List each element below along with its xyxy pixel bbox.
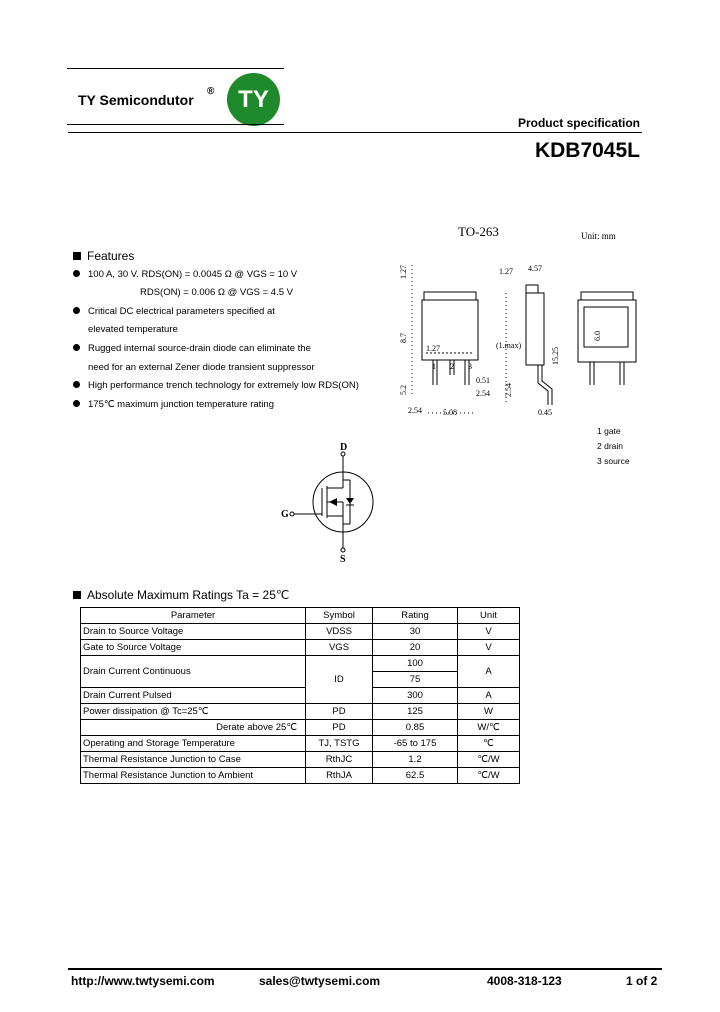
symbol-cell: RthJC	[306, 752, 373, 768]
rating-cell: 125	[373, 704, 458, 720]
dim-label: 1.27	[399, 265, 408, 279]
ratings-heading	[73, 588, 289, 602]
table-row	[81, 736, 520, 752]
part-number: KDB7045L	[534, 139, 640, 162]
gate-label: G	[281, 509, 289, 520]
mosfet-symbol-icon	[280, 440, 390, 565]
param-cell: Thermal Resistance Junction to Case	[81, 752, 306, 768]
rating-cell: 20	[373, 640, 458, 656]
symbol-cell: VGS	[306, 640, 373, 656]
square-bullet-icon	[73, 252, 81, 260]
unit-cell: ℃	[458, 736, 520, 752]
rating-cell: 75	[373, 672, 458, 688]
pin-number: 3	[468, 362, 472, 371]
feature-item-continuation: RDS(ON) = 0.006 Ω @ VGS = 4.5 V	[140, 287, 293, 298]
features-title: Features	[87, 249, 135, 263]
dim-label: (1.max)	[496, 341, 522, 350]
feature-item	[73, 343, 311, 354]
dim-label: 15.25	[551, 347, 560, 365]
pin-label-gate: 1 gate	[597, 426, 621, 436]
dim-label: 0.51	[476, 376, 490, 385]
unit-cell: ℃/W	[458, 768, 520, 784]
param-cell: Derate above 25℃	[81, 720, 306, 736]
symbol-cell: RthJA	[306, 768, 373, 784]
rating-cell: 30	[373, 624, 458, 640]
unit-cell: ℃/W	[458, 752, 520, 768]
table-header-row	[81, 608, 520, 624]
header-rule-bottom	[67, 124, 284, 125]
table-row	[81, 688, 520, 704]
dim-label: 2.54	[504, 383, 513, 397]
rating-cell: 0.85	[373, 720, 458, 736]
rating-cell: 300	[373, 688, 458, 704]
dim-label: 2.54	[476, 389, 490, 398]
feature-item-continuation: elevated temperature	[88, 324, 178, 335]
table-row	[81, 720, 520, 736]
table-row	[81, 768, 520, 784]
feature-item	[73, 306, 275, 317]
source-label: S	[340, 554, 346, 565]
dim-label: 4.57	[528, 264, 542, 273]
pin-number: 1	[432, 362, 436, 371]
header-divider	[68, 132, 642, 133]
footer-email-link[interactable]: sales@twtysemi.com	[259, 974, 381, 988]
feature-text: 100 A, 30 V. RDS(ON) = 0.0045 Ω @ VGS = 10 V	[88, 269, 298, 280]
symbol-cell: TJ, TSTG	[306, 736, 373, 752]
ratings-title: Absolute Maximum Ratings Ta = 25℃	[87, 588, 290, 602]
pin-number: 2	[450, 362, 454, 371]
dim-label: 5.2	[399, 385, 408, 395]
symbol-cell: VDSS	[306, 624, 373, 640]
param-cell: Drain to Source Voltage	[81, 624, 306, 640]
param-cell: Drain Current Continuous	[81, 656, 306, 688]
param-cell: Drain Current Pulsed	[81, 688, 306, 704]
feature-text: Rugged internal source-drain diode can eliminate the	[88, 343, 311, 354]
table-row	[81, 752, 520, 768]
rating-cell: 100	[373, 656, 458, 672]
dim-label: 1.27	[426, 344, 440, 353]
bullet-icon	[73, 381, 80, 388]
header-rule-top	[67, 68, 284, 69]
header-cell: Rating	[373, 608, 458, 624]
package-title: TO-263	[458, 224, 499, 239]
unit-cell: V	[458, 640, 520, 656]
dim-label: 0.45	[538, 408, 552, 415]
feature-text: 175℃ maximum junction temperature rating	[88, 399, 274, 410]
registered-mark: ®	[207, 86, 215, 97]
symbol-cell: PD	[306, 720, 373, 736]
product-specification-label: Product specification	[517, 116, 640, 130]
footer-website-link[interactable]: http://www.twtysemi.com	[71, 974, 215, 988]
feature-item-continuation: need for an external Zener diode transient suppressor	[88, 362, 315, 373]
param-cell: Thermal Resistance Junction to Ambient	[81, 768, 306, 784]
dim-label: 1.27	[499, 267, 513, 276]
unit-cell: V	[458, 624, 520, 640]
feature-text: Critical DC electrical parameters specified at	[88, 306, 275, 317]
feature-item	[73, 269, 297, 280]
feature-item	[73, 380, 359, 391]
package-tab	[424, 292, 476, 300]
logo-text: TY	[238, 85, 269, 113]
bullet-icon	[73, 344, 80, 351]
features-heading	[73, 249, 134, 263]
bullet-icon	[73, 270, 80, 277]
table-row	[81, 624, 520, 640]
table-row	[81, 704, 520, 720]
package-unit: Unit: mm	[581, 231, 616, 241]
param-cell: Operating and Storage Temperature	[81, 736, 306, 752]
ratings-table	[80, 607, 520, 784]
package-outline-drawing	[398, 245, 643, 415]
feature-text: High performance trench technology for extremely low RDS(ON)	[88, 380, 359, 391]
dim-label: 2.54	[408, 406, 422, 415]
drain-label: D	[340, 442, 348, 453]
unit-cell: A	[458, 688, 520, 704]
footer-phone: 4008-318-123	[487, 974, 562, 988]
dim-label: 5.08	[443, 408, 457, 415]
rating-cell: -65 to 175	[373, 736, 458, 752]
ty-logo	[227, 73, 280, 126]
feature-item	[73, 399, 274, 410]
header-cell: Parameter	[81, 608, 306, 624]
pin-label-drain: 2 drain	[597, 441, 623, 451]
symbol-cell: PD	[306, 704, 373, 720]
unit-cell: A	[458, 656, 520, 688]
dim-label: 6.0	[593, 331, 602, 341]
symbol-cell: ID	[306, 656, 373, 704]
brand-name: TY Semicondutor	[78, 92, 194, 108]
header-cell: Symbol	[306, 608, 373, 624]
unit-cell: W	[458, 704, 520, 720]
table-row	[81, 656, 520, 672]
footer-divider	[68, 968, 662, 970]
square-bullet-icon	[73, 591, 81, 599]
rating-cell: 1.2	[373, 752, 458, 768]
param-cell: Gate to Source Voltage	[81, 640, 306, 656]
rating-cell: 62.5	[373, 768, 458, 784]
table-row	[81, 640, 520, 656]
pin-label-source: 3 source	[597, 456, 630, 466]
dim-label: 8.7	[399, 333, 408, 343]
page-number: 1 of 2	[626, 974, 658, 988]
unit-cell: W/℃	[458, 720, 520, 736]
param-cell: Power dissipation @ Tc=25℃	[81, 704, 306, 720]
bullet-icon	[73, 307, 80, 314]
header-cell: Unit	[458, 608, 520, 624]
bullet-icon	[73, 400, 80, 407]
